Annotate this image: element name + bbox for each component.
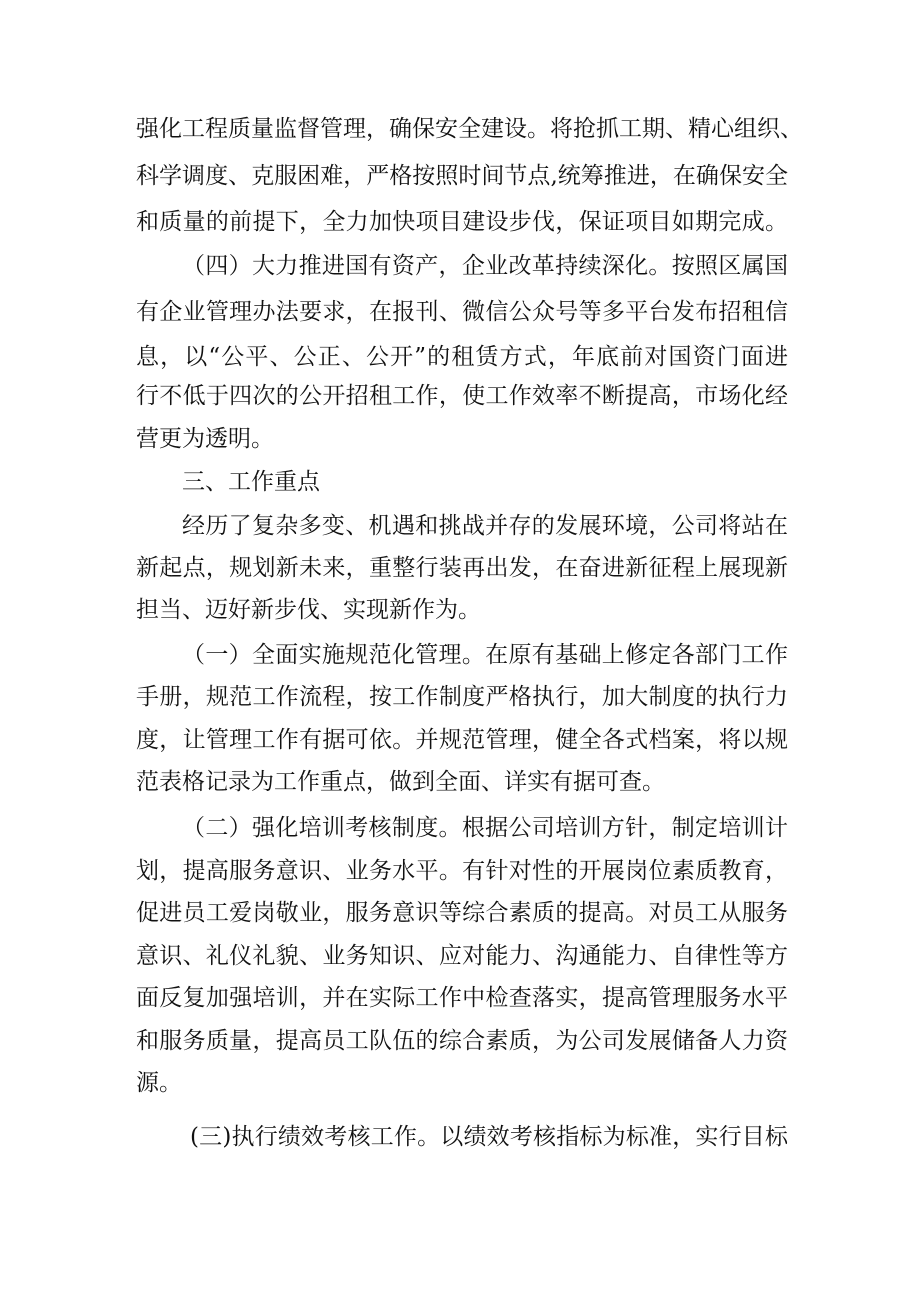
- text-line: 和质量的前提下，全力加快项目建设步伐，保证项目如期完成。: [136, 209, 788, 235]
- paragraph-heading: （二）强化培训考核制度。根据公司培训方针，制定培训计: [182, 815, 788, 841]
- paragraph-heading: (三)执行绩效考核工作。以绩效考核指标为标准，实行目标: [190, 1124, 788, 1150]
- text-line: 促进员工爱岗敬业，服务意识等综合素质的提高。对员工从服务: [136, 900, 788, 926]
- text-line: 科学调度、克服困难，严格按照时间节点,统筹推进，在确保安全: [136, 163, 788, 189]
- text-line: 源。: [136, 1070, 182, 1096]
- text-line: 行不低于四次的公开招租工作，使工作效率不断提高，市场化经: [136, 383, 788, 409]
- paragraph-heading: （四）大力推进国有资产，企业改革持续深化。按照区属国: [182, 253, 788, 279]
- text-line: 面反复加强培训，并在实际工作中检查落实，提高管理服务水平: [136, 985, 788, 1011]
- text-line: 强化工程质量监督管理，确保安全建设。将抢抓工期、精心组织、: [136, 116, 803, 142]
- text-line: 划，提高服务意识、业务水平。有针对性的开展岗位素质教育，: [136, 858, 788, 884]
- paragraph-heading: （一）全面实施规范化管理。在原有基础上修定各部门工作: [182, 642, 788, 668]
- text-line: 意识、礼仪礼貌、业务知识、应对能力、沟通能力、自律性等方: [136, 943, 788, 969]
- text-line: 有企业管理办法要求，在报刊、微信公众号等多平台发布招租信: [136, 299, 788, 325]
- text-line: 息，以“公平、公正、公开”的租赁方式，年底前对国资门面进: [136, 344, 788, 370]
- text-line: 和服务质量，提高员工队伍的综合素质，为公司发展储备人力资: [136, 1028, 788, 1054]
- paragraph-start: 经历了复杂多变、机遇和挑战并存的发展环境，公司将站在: [182, 513, 788, 539]
- text-line: 手册，规范工作流程，按工作制度严格执行，加大制度的执行力: [136, 684, 788, 710]
- text-line: 营更为透明。: [136, 426, 274, 452]
- text-line: 度，让管理工作有据可依。并规范管理，健全各式档案，将以规: [136, 727, 788, 753]
- text-line: 范表格记录为工作重点，做到全面、详实有据可查。: [136, 769, 665, 795]
- text-line: 新起点，规划新未来，重整行装再出发，在奋进新征程上展现新: [136, 555, 788, 581]
- section-heading: 三、工作重点: [182, 469, 320, 495]
- text-line: 担当、迈好新步伐、实现新作为。: [136, 597, 481, 623]
